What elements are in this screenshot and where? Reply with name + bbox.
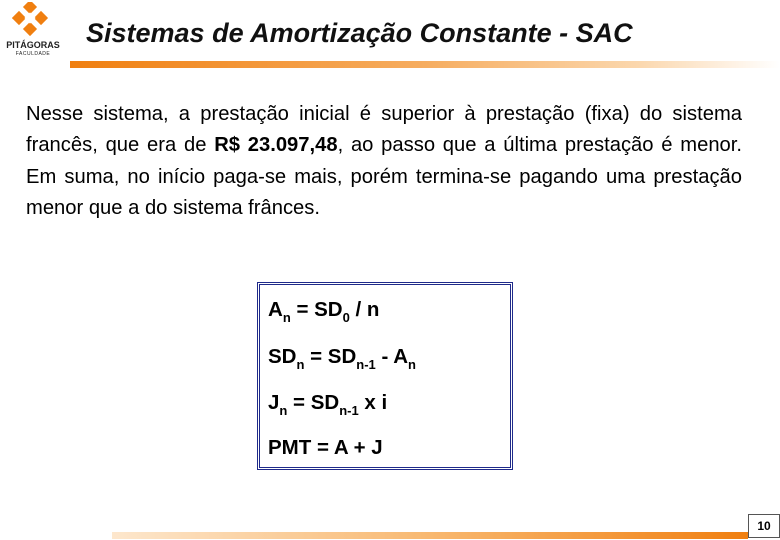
- pitagoras-logo: [4, 2, 62, 60]
- logo-mark-icon: [12, 2, 54, 40]
- body-highlight-value: R$ 23.097,48: [214, 134, 338, 157]
- page-number: 10: [748, 514, 780, 538]
- formula-box: [257, 282, 513, 470]
- formula-amortization: $A_n = SD_0 / n$: [268, 298, 380, 325]
- body-text-after: , ao passo que a última prestação é menor. Em suma, no início paga-se mais, porém termina-se pagando uma prestação menor que a do sistema frânces.: [26, 134, 742, 220]
- formula-interest: $J_n = SD_{n-1}$ x i: [268, 391, 388, 418]
- body-paragraph: [26, 99, 742, 225]
- body-text-before: Nesse sistema, a prestação inicial é superior à prestação (fixa) do sistema francês, que era de: [26, 103, 742, 157]
- formula-balance: $SD_n = SD_{n-1} - A_n$: [268, 345, 416, 372]
- footer-divider: [112, 532, 748, 539]
- title-divider: [70, 61, 780, 68]
- formula-payment: PMT = A + J: [268, 436, 383, 459]
- logo-name: PITÁGORAS: [6, 40, 60, 50]
- logo-subtitle: FACULDADE: [15, 51, 51, 57]
- page-title: Sistemas de Amortização Constante - SAC: [86, 18, 633, 48]
